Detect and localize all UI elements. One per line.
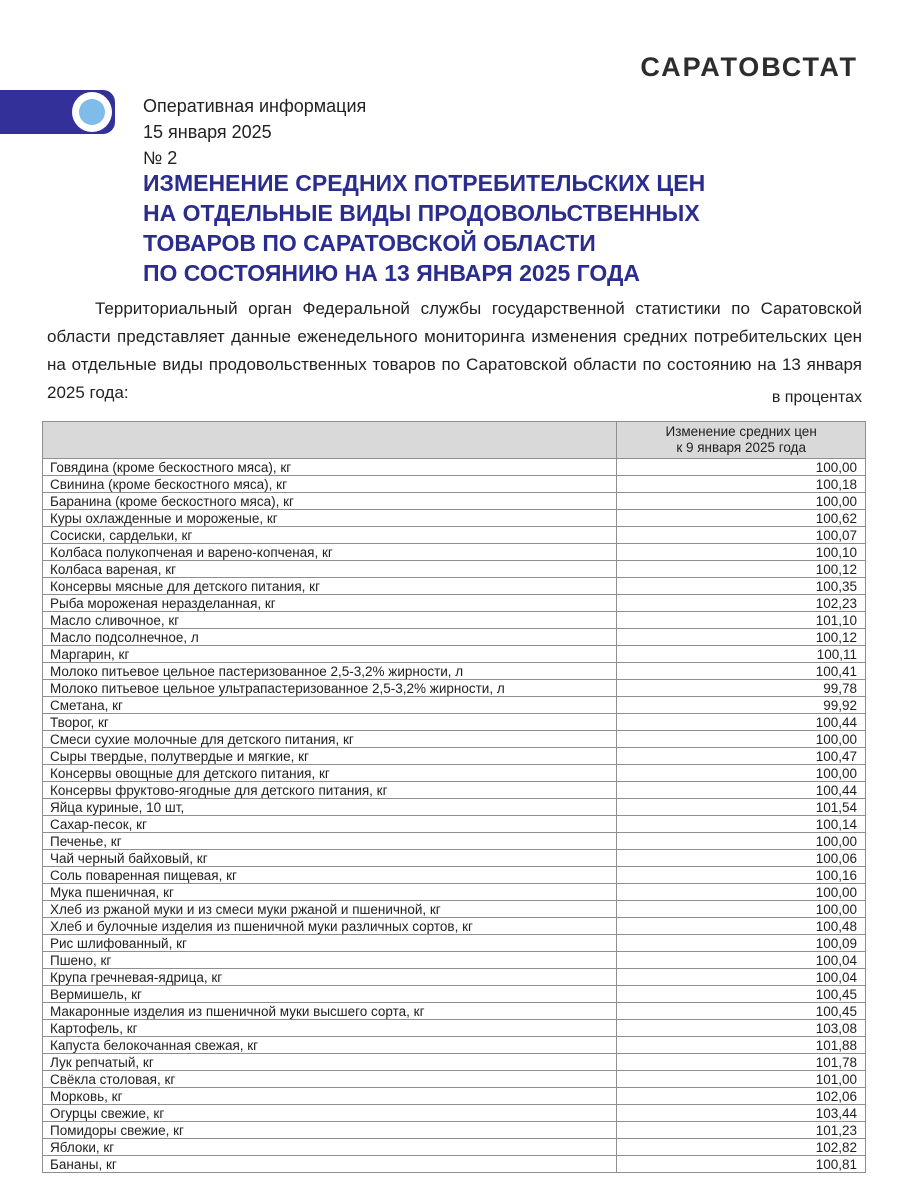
price-change-value-cell: 100,14 <box>617 816 866 833</box>
price-change-value-cell: 101,23 <box>617 1122 866 1139</box>
price-change-value-cell: 102,82 <box>617 1139 866 1156</box>
price-change-value-cell: 103,44 <box>617 1105 866 1122</box>
price-change-value-cell: 101,88 <box>617 1037 866 1054</box>
table-row <box>43 697 866 714</box>
price-change-value-cell: 100,04 <box>617 969 866 986</box>
price-change-value-cell: 100,07 <box>617 527 866 544</box>
product-name-cell: Картофель, кг <box>43 1020 617 1037</box>
table-row <box>43 714 866 731</box>
table-row <box>43 1088 866 1105</box>
product-name-cell: Рис шлифованный, кг <box>43 935 617 952</box>
table-row <box>43 578 866 595</box>
table-row <box>43 867 866 884</box>
price-change-value-cell: 100,00 <box>617 833 866 850</box>
product-name-cell: Помидоры свежие, кг <box>43 1122 617 1139</box>
price-change-value-cell: 102,06 <box>617 1088 866 1105</box>
price-change-value-cell: 100,06 <box>617 850 866 867</box>
product-name-cell: Мука пшеничная, кг <box>43 884 617 901</box>
product-name-cell: Колбаса вареная, кг <box>43 561 617 578</box>
product-name-cell: Лук репчатый, кг <box>43 1054 617 1071</box>
product-name-cell: Хлеб и булочные изделия из пшеничной муки различных сортов, кг <box>43 918 617 935</box>
price-change-value-cell: 100,44 <box>617 782 866 799</box>
header-line-2: к 9 января 2025 года <box>676 440 806 455</box>
price-change-value-cell: 100,12 <box>617 561 866 578</box>
table-row <box>43 1156 866 1173</box>
price-change-value-cell: 101,00 <box>617 1071 866 1088</box>
product-name-cell: Говядина (кроме бескостного мяса), кг <box>43 459 617 476</box>
product-name-cell: Рыба мороженая неразделанная, кг <box>43 595 617 612</box>
header-line-1: Изменение средних цен <box>665 424 817 439</box>
table-row <box>43 680 866 697</box>
product-name-cell: Масло сливочное, кг <box>43 612 617 629</box>
product-name-cell: Пшено, кг <box>43 952 617 969</box>
intro-paragraph: Территориальный орган Федеральной службы государственной статистики по Саратовской области представляет данные еженедельного мониторинга изменения средних потребительских цен на отдельные виды продовольственных товаров по Саратовской области по состоянию на 13 января 2025 года: <box>47 299 862 402</box>
price-change-value-cell: 100,81 <box>617 1156 866 1173</box>
table-row <box>43 459 866 476</box>
table-row <box>43 663 866 680</box>
price-change-value-cell: 100,00 <box>617 493 866 510</box>
title-line-2: НА ОТДЕЛЬНЫЕ ВИДЫ ПРОДОВОЛЬСТВЕННЫХ <box>143 200 700 226</box>
price-change-value-cell: 100,45 <box>617 986 866 1003</box>
product-name-cell: Смеси сухие молочные для детского питания, кг <box>43 731 617 748</box>
table-row <box>43 1037 866 1054</box>
price-change-value-cell: 100,11 <box>617 646 866 663</box>
table-row <box>43 510 866 527</box>
price-change-value-cell: 100,12 <box>617 629 866 646</box>
logo-circle-icon <box>72 92 112 132</box>
table-row <box>43 969 866 986</box>
price-change-value-cell: 100,00 <box>617 884 866 901</box>
product-name-cell: Крупа гречневая-ядрица, кг <box>43 969 617 986</box>
table-row <box>43 1054 866 1071</box>
value-header-cell <box>617 422 866 459</box>
table-header-row <box>43 422 866 459</box>
product-name-cell: Сосиски, сардельки, кг <box>43 527 617 544</box>
product-name-cell: Чай черный байховый, кг <box>43 850 617 867</box>
price-change-value-cell: 101,54 <box>617 799 866 816</box>
table-row <box>43 527 866 544</box>
price-change-value-cell: 100,62 <box>617 510 866 527</box>
price-change-value-cell: 99,78 <box>617 680 866 697</box>
table-row <box>43 629 866 646</box>
table-row <box>43 765 866 782</box>
price-change-value-cell: 100,00 <box>617 459 866 476</box>
table-row <box>43 544 866 561</box>
table-row <box>43 799 866 816</box>
meta-date: 15 января 2025 <box>143 122 272 142</box>
product-name-cell: Бананы, кг <box>43 1156 617 1173</box>
empty-header-cell <box>43 422 617 459</box>
meta-block <box>143 93 366 171</box>
table-row <box>43 952 866 969</box>
price-change-value-cell: 102,23 <box>617 595 866 612</box>
price-change-value-cell: 100,44 <box>617 714 866 731</box>
title-line-1: ИЗМЕНЕНИЕ СРЕДНИХ ПОТРЕБИТЕЛЬСКИХ ЦЕН <box>143 170 706 196</box>
table-row <box>43 1139 866 1156</box>
product-name-cell: Печенье, кг <box>43 833 617 850</box>
table-row <box>43 1071 866 1088</box>
product-name-cell: Свинина (кроме бескостного мяса), кг <box>43 476 617 493</box>
price-change-value-cell: 100,48 <box>617 918 866 935</box>
product-name-cell: Сахар-песок, кг <box>43 816 617 833</box>
table-row <box>43 935 866 952</box>
table-row <box>43 850 866 867</box>
table-row <box>43 1003 866 1020</box>
product-name-cell: Яблоки, кг <box>43 1139 617 1156</box>
product-name-cell: Яйца куриные, 10 шт, <box>43 799 617 816</box>
product-name-cell: Маргарин, кг <box>43 646 617 663</box>
price-change-value-cell: 100,47 <box>617 748 866 765</box>
product-name-cell: Консервы овощные для детского питания, кг <box>43 765 617 782</box>
table-row <box>43 986 866 1003</box>
product-name-cell: Капуста белокочанная свежая, кг <box>43 1037 617 1054</box>
logo-dot-icon <box>79 99 105 125</box>
product-name-cell: Хлеб из ржаной муки и из смеси муки ржаной и пшеничной, кг <box>43 901 617 918</box>
product-name-cell: Молоко питьевое цельное ультрапастеризованное 2,5-3,2% жирности, л <box>43 680 617 697</box>
table-row <box>43 476 866 493</box>
product-name-cell: Консервы фруктово-ягодные для детского питания, кг <box>43 782 617 799</box>
price-change-value-cell: 100,00 <box>617 731 866 748</box>
table-row <box>43 595 866 612</box>
title-line-4: ПО СОСТОЯНИЮ НА 13 ЯНВАРЯ 2025 ГОДА <box>143 260 640 286</box>
table-row <box>43 646 866 663</box>
saratovstat-logo-text: САРАТОВСТАТ <box>640 52 858 82</box>
price-change-value-cell: 100,41 <box>617 663 866 680</box>
table-body <box>43 459 866 1173</box>
price-change-value-cell: 100,16 <box>617 867 866 884</box>
product-name-cell: Творог, кг <box>43 714 617 731</box>
unit-note: в процентах <box>771 389 862 406</box>
table-row <box>43 1105 866 1122</box>
price-change-value-cell: 101,10 <box>617 612 866 629</box>
product-name-cell: Молоко питьевое цельное пастеризованное 2,5-3,2% жирности, л <box>43 663 617 680</box>
table-row <box>43 612 866 629</box>
product-name-cell: Консервы мясные для детского питания, кг <box>43 578 617 595</box>
price-change-value-cell: 100,00 <box>617 901 866 918</box>
price-change-value-cell: 100,45 <box>617 1003 866 1020</box>
product-name-cell: Соль поваренная пищевая, кг <box>43 867 617 884</box>
meta-info-type: Оперативная информация <box>143 96 367 116</box>
table-row <box>43 493 866 510</box>
table-row <box>43 816 866 833</box>
table-row <box>43 1122 866 1139</box>
table-row <box>43 748 866 765</box>
title-line-3: ТОВАРОВ ПО САРАТОВСКОЙ ОБЛАСТИ <box>143 230 596 256</box>
product-name-cell: Сметана, кг <box>43 697 617 714</box>
product-name-cell: Куры охлажденные и мороженые, кг <box>43 510 617 527</box>
price-change-value-cell: 100,18 <box>617 476 866 493</box>
logo-bar <box>0 90 115 134</box>
price-change-value-cell: 100,09 <box>617 935 866 952</box>
price-change-value-cell: 101,78 <box>617 1054 866 1071</box>
table-row <box>43 833 866 850</box>
page-title <box>143 168 705 288</box>
price-change-value-cell: 100,00 <box>617 765 866 782</box>
product-name-cell: Сыры твердые, полутвердые и мягкие, кг <box>43 748 617 765</box>
table-row <box>43 884 866 901</box>
table-row <box>43 918 866 935</box>
table-row <box>43 782 866 799</box>
product-name-cell: Вермишель, кг <box>43 986 617 1003</box>
product-name-cell: Морковь, кг <box>43 1088 617 1105</box>
price-change-value-cell: 100,04 <box>617 952 866 969</box>
table-row <box>43 901 866 918</box>
price-change-value-cell: 103,08 <box>617 1020 866 1037</box>
price-change-value-cell: 100,35 <box>617 578 866 595</box>
meta-number: № 2 <box>143 148 178 168</box>
table-row <box>43 1020 866 1037</box>
product-name-cell: Колбаса полукопченая и варено-копченая, кг <box>43 544 617 561</box>
price-change-value-cell: 100,10 <box>617 544 866 561</box>
price-table <box>42 421 866 1173</box>
price-change-value-cell: 99,92 <box>617 697 866 714</box>
product-name-cell: Свёкла столовая, кг <box>43 1071 617 1088</box>
product-name-cell: Огурцы свежие, кг <box>43 1105 617 1122</box>
product-name-cell: Масло подсолнечное, л <box>43 629 617 646</box>
table-row <box>43 561 866 578</box>
product-name-cell: Баранина (кроме бескостного мяса), кг <box>43 493 617 510</box>
table-row <box>43 731 866 748</box>
product-name-cell: Макаронные изделия из пшеничной муки высшего сорта, кг <box>43 1003 617 1020</box>
